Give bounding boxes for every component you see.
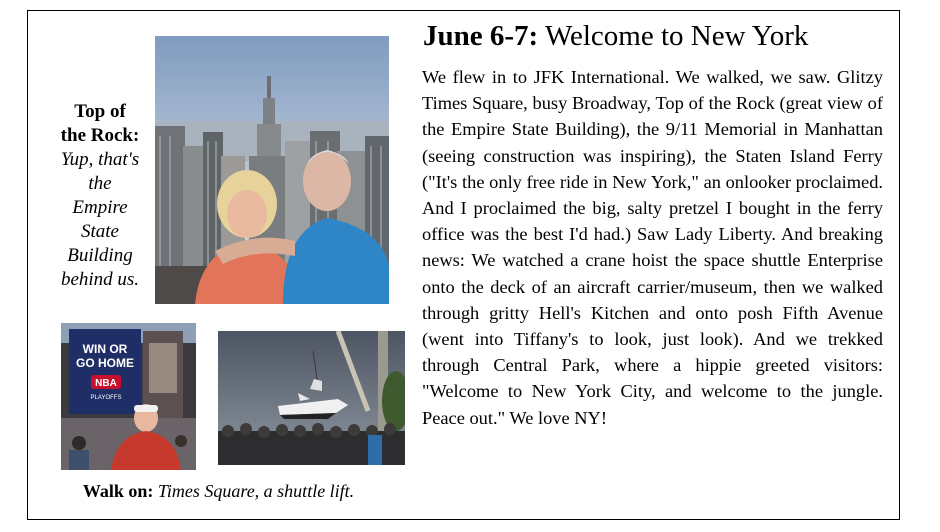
caption-rock-line: State — [81, 221, 119, 242]
heading-date: June 6-7: — [423, 20, 539, 52]
caption-rock-line: Yup, that's — [60, 149, 140, 170]
caption-walk-bold: Walk on: — [82, 481, 154, 501]
photo-top-of-the-rock — [155, 36, 389, 304]
caption-walk-italic: Times Square, a shuttle lift. — [157, 481, 355, 501]
billboard-text-1: WIN OR — [82, 342, 128, 356]
playoffs-text: PLAYOFFS — [90, 395, 122, 401]
caption-rock-title-2: the Rock: — [60, 125, 140, 146]
caption-rock-line: behind us. — [60, 269, 140, 290]
body-paragraph: We flew in to JFK International. We walked, we saw. Glitzy Times Square, busy Broadway, Top of the Rock (great view of the Empire State Building), the 9/11 Memorial in Manhattan (seeing construction was inspiring), the Staten Island Ferry ("It's the only free ride in New York," an onlooker proclaimed. And I proclaimed the big, salty pretzel I bought in the ferry office was the best I'd had.) Saw Lady Liberty. And breaking news: We watched a crane hoist the space shuttle Enterprise onto the deck of an aircraft carrier/museum, then we walked through gritty Hell's Kitchen and onto posh Fifth Avenue (went into Tiffany's to look, just look). And we trekked through Central Park, where a hippie greeted visitors: "Welcome to New York City, and welcome to the jungle. Peace out." We love NY! — [422, 67, 883, 428]
caption-rock-line: Building — [67, 245, 133, 266]
photo-shuttle-lift — [218, 331, 405, 465]
nba-logo-text: NBA — [95, 378, 117, 389]
billboard-text-2: GO HOME — [75, 356, 135, 370]
photo-times-square — [61, 323, 196, 470]
heading-title: Welcome to New York — [544, 20, 809, 52]
caption-rock-line: Empire — [72, 197, 128, 218]
caption-rock-line: the — [88, 173, 112, 194]
caption-walk-on — [46, 480, 391, 502]
caption-rock-title-1: Top of — [74, 101, 126, 122]
caption-top-of-the-rock — [45, 100, 155, 292]
page-title — [423, 18, 893, 54]
